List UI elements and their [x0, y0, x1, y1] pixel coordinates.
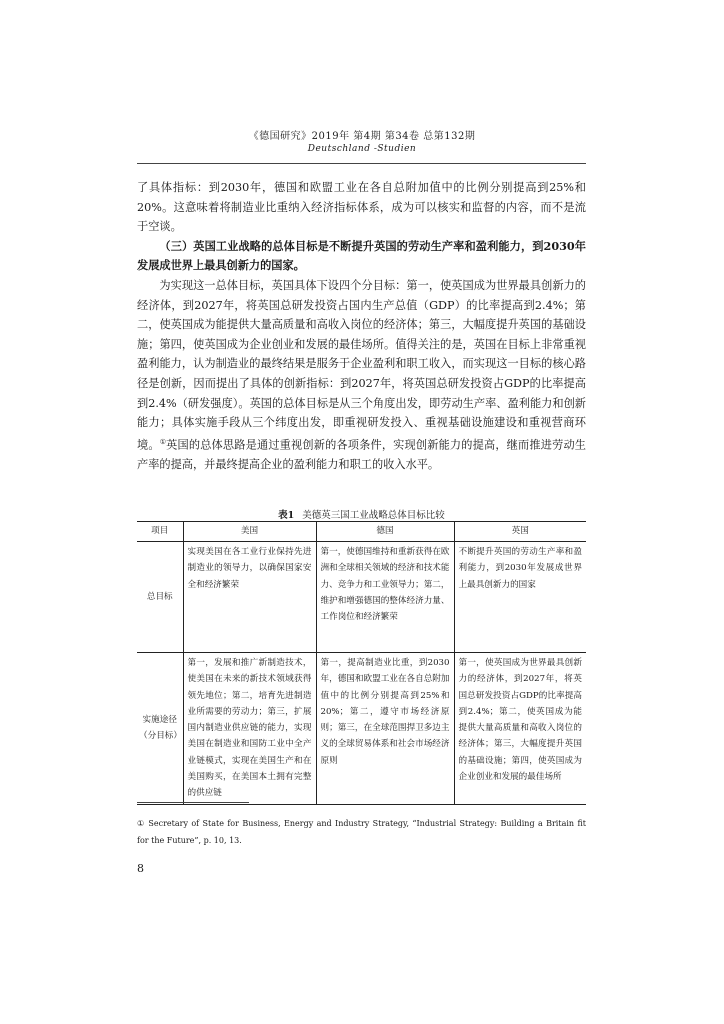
comparison-table	[137, 521, 586, 805]
section-heading: （三）英国工业战略的总体目标是不断提升英国的劳动生产率和盈利能力，到2030年发展成世界上最具创新力的国家。	[137, 238, 586, 273]
header-item: 项目	[137, 522, 183, 542]
footnote: ① Secretary of State for Business, Energy and Industry Strategy, “Industrial Strategy: Building a Britain fit for the Future”, p. 10, 13.	[137, 819, 586, 845]
page-number: 8	[137, 862, 144, 875]
running-header: 《德国研究》2019年 第4期 第34卷 总第132期	[248, 131, 476, 142]
cell-us: 第一，发展和推广新制造技术，使美国在未来的新技术领域获得领先地位；第二，培育先进制造业所需要的劳动力；第三，扩展国内制造业供应链的能力，实现美国在制造业和国防工业中全产业链模式，实现在美国生产和在美国购买，在美国本土拥有完整的供应链	[183, 653, 316, 805]
table-title: 美德英三国工业战略总体目标比较	[302, 510, 445, 521]
main-text	[137, 178, 586, 475]
cell-de: 第一，提高制造业比重，到2030年，德国和欧盟工业在各自总附加值中的比例分别提高到25%和20%；第二，遵守市场经济原则；第三，在全球范围捍卫多边主义的全球贸易体系和社会市场经济原则	[316, 653, 454, 805]
paragraph-2-text: 为实现这一总体目标，英国具体下设四个分目标：第一，使英国成为世界最具创新力的经济体，到2027年，将英国总研发投资占国内生产总值（GDP）的比率提高到2.4%；第二，使英国成为能提供大量高质量和高收入岗位的经济体；第三，大幅度提升英国的基础设施；第四，使英国成为企业创业和发展的最佳场所。值得关注的是，英国在目标上非常重视盈利能力，认为制造业的最终结果是服务于企业盈利和职工收入，而实现这一目标的核心路径是创新，因而提出了具体的创新指标：到2027年，将英国总研发投资占GDP的比率提高到2.4%（研发强度）。英国的总体目标是从三个角度出发，即劳动生产率、盈利能力和创新能力；具体实施手段从三个纬度出发，即重视研发投入、重视基础设施建设和重视营商环境。	[137, 278, 586, 452]
table-number: 表1	[278, 510, 295, 521]
paragraph-2-tail: 英国的总体思路是通过重视创新的各项条件，实现创新能力的提高，继而推进劳动生产率的提高，并最终提高企业的盈利能力和职工的收入水平。	[137, 438, 586, 472]
header-de: 德国	[316, 522, 454, 542]
table-header-row	[137, 522, 586, 542]
row-label: 实施途径（分目标）	[137, 653, 183, 805]
paragraph-1: 了具体指标：到2030年，德国和欧盟工业在各自总附加值中的比例分别提高到25%和20%。这意味着将制造业比重纳入经济指标体系，成为可以核实和监督的内容，而不是流于空谈。	[137, 181, 586, 234]
running-header-subtitle: Deutschland -Studien	[307, 144, 417, 154]
footnote-divider	[137, 802, 249, 803]
header-divider	[137, 163, 586, 164]
cell-uk: 第一，使英国成为世界最具创新力的经济体，到2027年，将英国总研发投资占GDP的比率提高到2.4%；第二，使英国成为能提供大量高质量和高收入岗位的经济体；第三，大幅度提升英国的基础设施；第四，使英国成为企业创业和发展的最佳场所	[454, 653, 586, 805]
cell-us: 实现美国在各工业行业保持先进制造业的领导力，以确保国家安全和经济繁荣	[183, 542, 316, 653]
table-caption	[137, 507, 586, 521]
row-label: 总目标	[137, 542, 183, 653]
header-us: 美国	[183, 522, 316, 542]
paragraph-2	[137, 276, 586, 475]
header-uk: 英国	[454, 522, 586, 542]
table-row	[137, 653, 586, 805]
footnote-marker[interactable]: ①	[159, 437, 167, 446]
cell-uk: 不断提升英国的劳动生产率和盈利能力，到2030年发展成世界上最具创新力的国家	[454, 542, 586, 653]
table-row	[137, 542, 586, 653]
cell-de: 第一，使德国维持和重新获得在欧洲和全球相关领域的经济和技术能力、竞争力和工业领导力；第二，维护和增强德国的整体经济力量、工作岗位和经济繁荣	[316, 542, 454, 653]
